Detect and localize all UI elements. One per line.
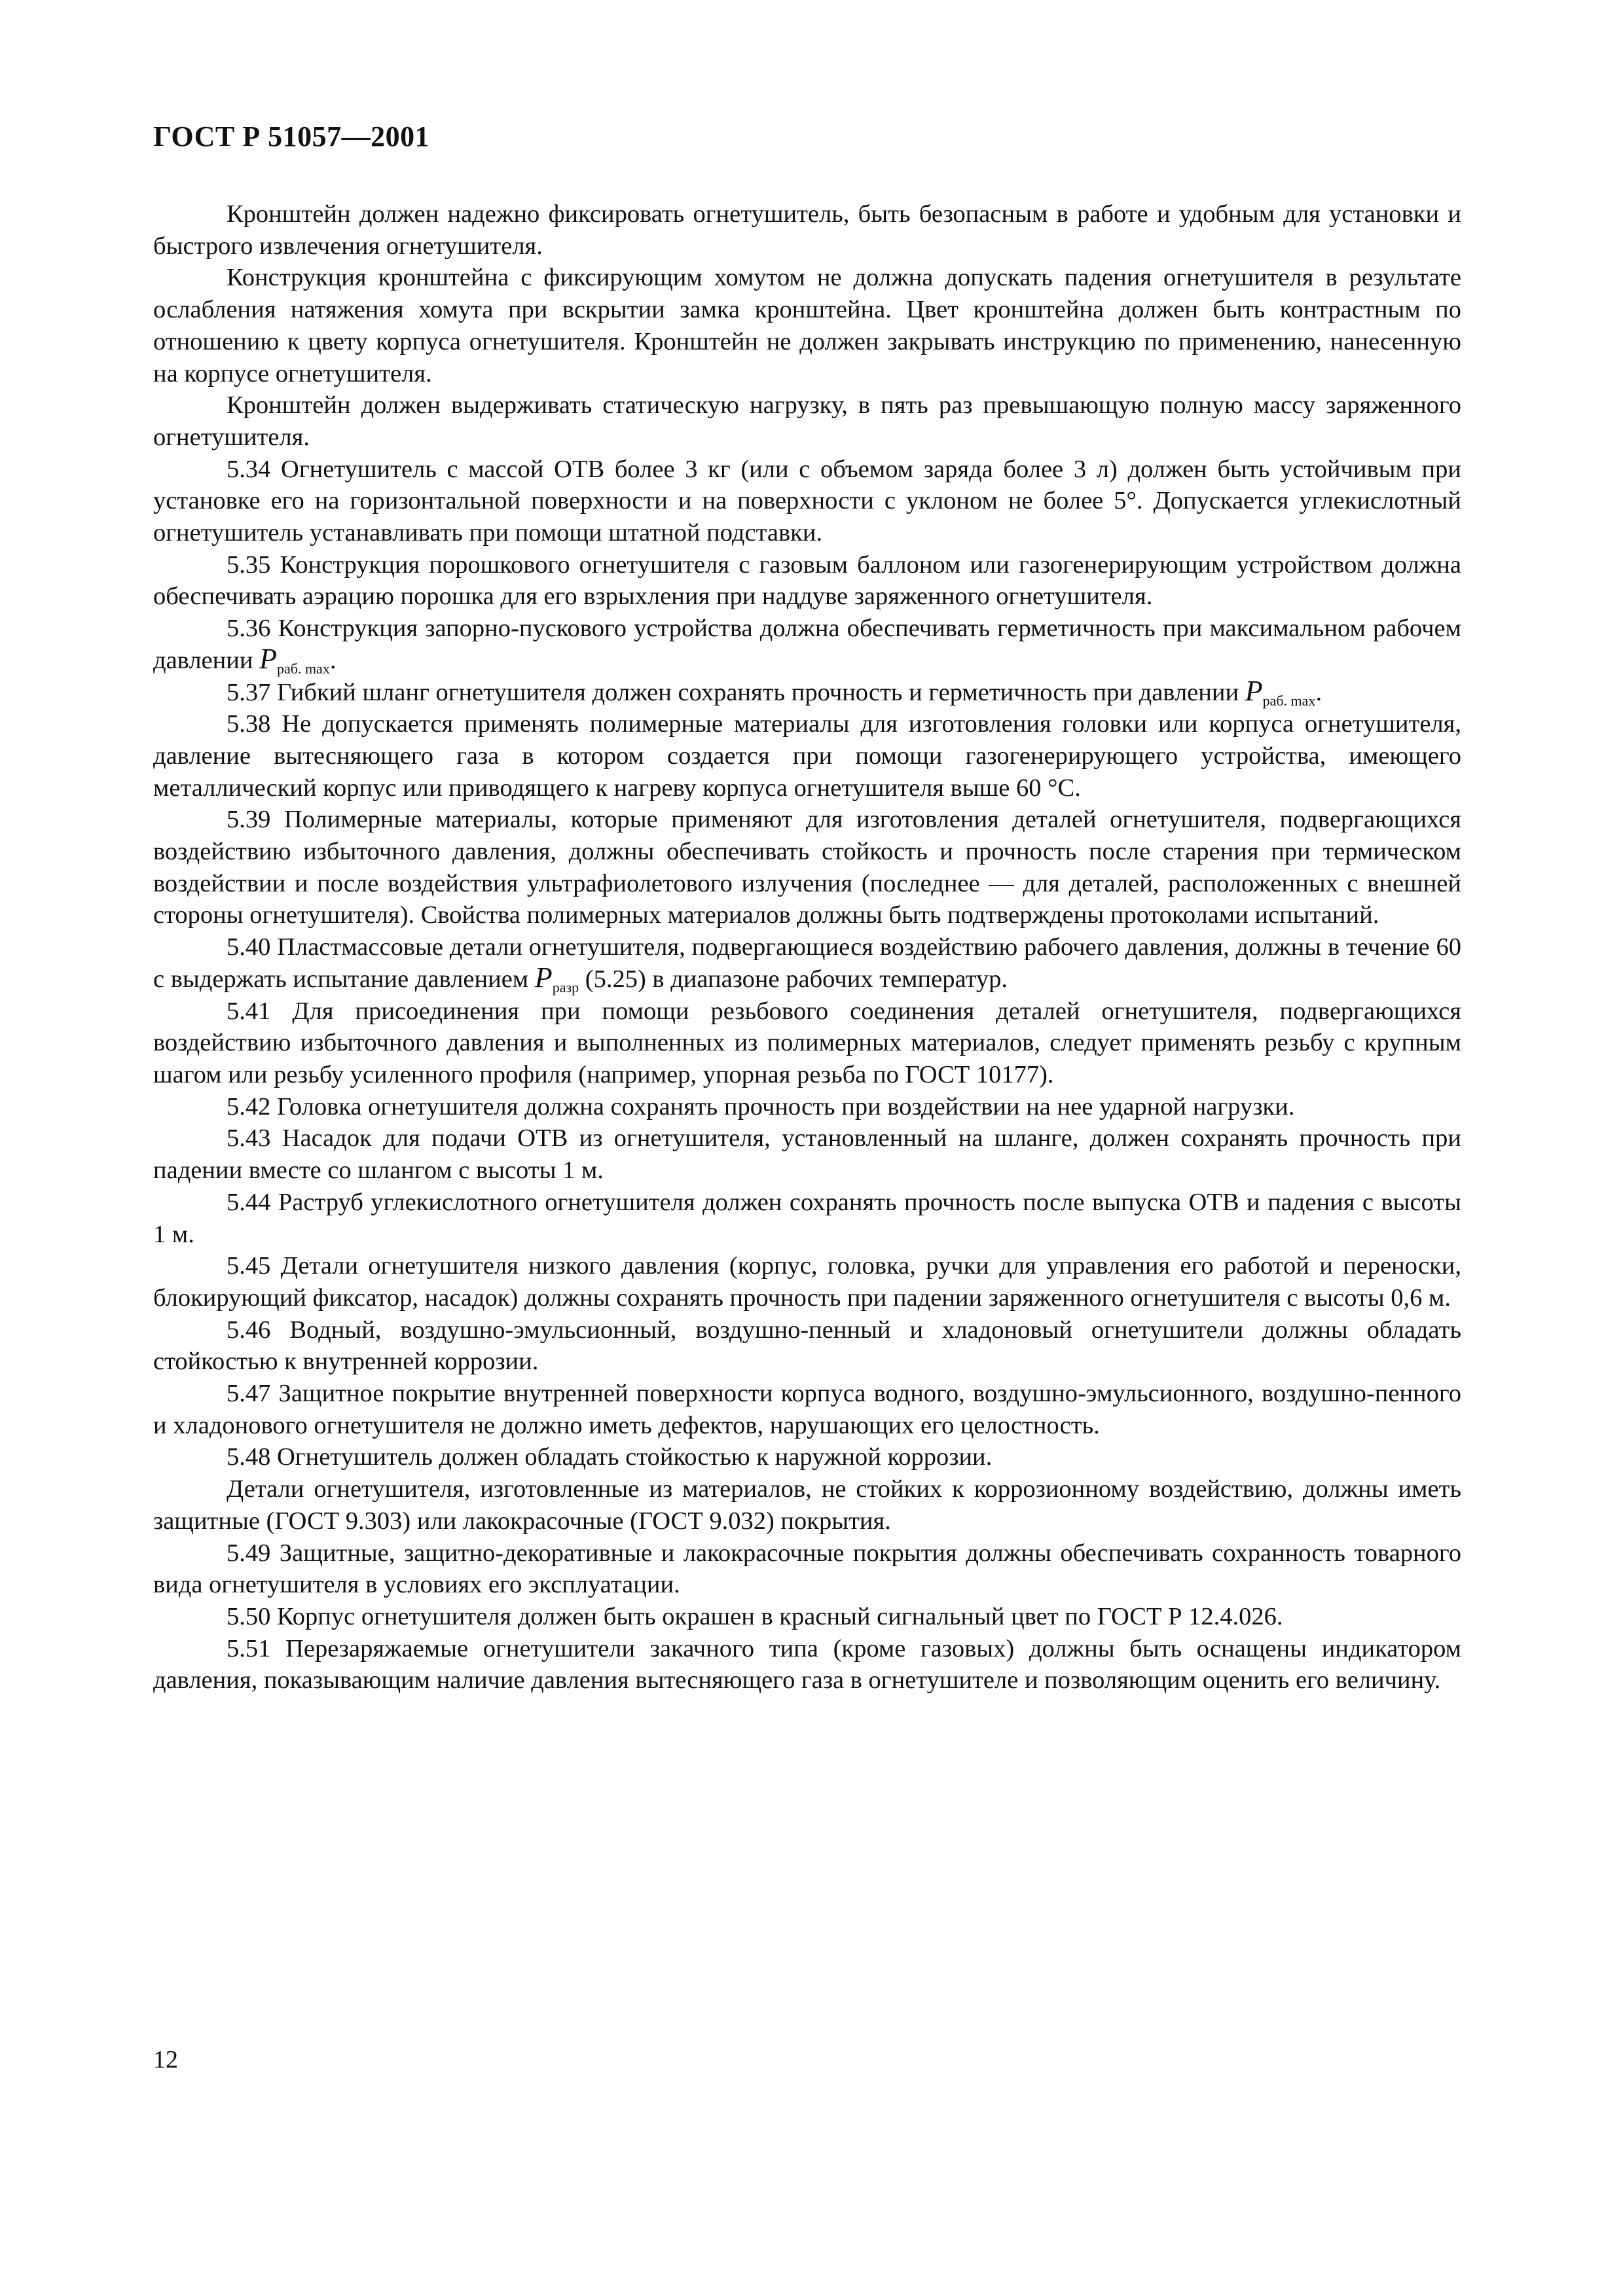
paragraph-5-48-details: Детали огнетушителя, изготовленные из материалов, не стойких к коррозионному воздействию, должны иметь защитные (ГОСТ 9.303) или лакокрасочные (ГОСТ 9.032) покрытия. bbox=[153, 1475, 1461, 1535]
paragraph-5-46: 5.46 Водный, воздушно-эмульсионный, воздушно-пенный и хладоновый огнетушители должны обладать стойкостью к внутренней коррозии. bbox=[153, 1316, 1461, 1376]
paragraph-5-38: 5.38 Не допускается применять полимерные материалы для изготовления головки или корпуса огнетушителя, давление вытесняющего газа в котором создается при помощи газогенерирующего устройства, имеющего металлический корпус или приводящего к нагреву корпуса огнетушителя выше 60 °С. bbox=[153, 710, 1461, 802]
paragraph-5-37-end: . bbox=[1315, 678, 1322, 706]
paragraph-5-40-end: (5.25) в диапазоне рабочих температур. bbox=[585, 965, 1008, 993]
paragraph-5-41: 5.41 Для присоединения при помощи резьбового соединения деталей огнетушителя, подвергающихся воздействию избыточного давления и выполненных из полимерных материалов, следует применять резьбу с крупным шагом или резьбу усиленного профиля (например, упорная резьба по ГОСТ 10177). bbox=[153, 997, 1461, 1088]
paragraph-5-37-text: 5.37 Гибкий шланг огнетушителя должен сохранять прочность и герметичность при давлении bbox=[227, 678, 1239, 706]
pressure-subscript-burst: разр bbox=[552, 978, 579, 996]
document-body bbox=[153, 198, 1461, 1696]
paragraph-5-44: 5.44 Раструб углекислотного огнетушителя должен сохранять прочность после выпуска ОТВ и падения с высоты 1 м. bbox=[153, 1188, 1461, 1248]
paragraph-5-42: 5.42 Головка огнетушителя должна сохранять прочность при воздействии на нее ударной нагрузки. bbox=[227, 1092, 1295, 1121]
paragraph-bracket-fixing: Кронштейн должен надежно фиксировать огнетушитель, быть безопасным в работе и удобным для установки и быстрого извлечения огнетушителя. bbox=[153, 200, 1461, 260]
pressure-symbol: P bbox=[1245, 674, 1263, 707]
paragraph-5-51: 5.51 Перезаряжаемые огнетушители закачного типа (кроме газовых) должны быть оснащены индикатором давления, показывающим наличие давления вытесняющего газа в огнетушителе и позволяющим оценить его величину. bbox=[153, 1634, 1461, 1695]
paragraph-bracket-clamp: Конструкция кронштейна с фиксирующим хомутом не должна допускать падения огнетушителя в результате ослабления натяжения хомута при вскрытии замка кронштейна. Цвет кронштейна должен быть контрастным по отношению к цвету корпуса огнетушителя. Кронштейн не должен закрывать инструкцию по применению, нанесенную на корпусе огнетушителя. bbox=[153, 264, 1461, 387]
paragraph-5-36 bbox=[153, 613, 1461, 676]
paragraph-5-39: 5.39 Полимерные материалы, которые применяют для изготовления деталей огнетушителя, подвергающихся воздействию избыточного давления, должны обеспечивать стойкость и прочность после старения при термическом воздействии и после воздействия ультрафиолетового излучения (последнее — для деталей, расположенных с внешней стороны огнетушителя). Свойства полимерных материалов должны быть подтверждены протоколами испытаний. bbox=[153, 806, 1461, 929]
paragraph-5-37 bbox=[153, 674, 1461, 709]
paragraph-5-40-text: 5.40 Пластмассовые детали огнетушителя, подвергающиеся воздействию рабочего давления, должны в течение 60 с выдержать испытание давлением bbox=[153, 933, 1461, 993]
paragraph-5-48: 5.48 Огнетушитель должен обладать стойкостью к наружной коррозии. bbox=[227, 1443, 993, 1471]
page-number: 12 bbox=[153, 2046, 178, 2073]
paragraph-5-35: 5.35 Конструкция порошкового огнетушителя с газовым баллоном или газогенерирующим устройством должна обеспечивать аэрацию порошка для его взрыхления при наддуве заряженного огнетушителя. bbox=[153, 550, 1461, 611]
paragraph-5-43: 5.43 Насадок для подачи ОТВ из огнетушителя, установленный на шланге, должен сохранять прочность при падении вместе со шлангом с высоты 1 м. bbox=[153, 1124, 1461, 1185]
pressure-symbol: P bbox=[534, 961, 553, 994]
paragraph-5-49: 5.49 Защитные, защитно-декоративные и лакокрасочные покрытия должны обеспечивать сохранность товарного вида огнетушителя в условиях его эксплуатации. bbox=[153, 1539, 1461, 1599]
document-header: ГОСТ Р 51057—2001 bbox=[153, 120, 430, 152]
paragraph-5-36-end: . bbox=[329, 646, 337, 674]
paragraph-5-45: 5.45 Детали огнетушителя низкого давления (корпус, головка, ручки для управления его работой и переноски, блокирующий фиксатор, насадок) должны сохранять прочность при падении заряженного огнетушителя с высоты 0,6 м. bbox=[153, 1252, 1461, 1312]
paragraph-5-40 bbox=[153, 931, 1461, 995]
pressure-symbol: P bbox=[259, 642, 277, 675]
paragraph-bracket-load: Кронштейн должен выдерживать статическую нагрузку, в пять раз превышающую полную массу заряженного огнетушителя. bbox=[153, 391, 1461, 451]
paragraph-5-34: 5.34 Огнетушитель с массой ОТВ более 3 кг (или с объемом заряда более 3 л) должен быть устойчивым при установке его на горизонтальной поверхности и на поверхности с уклоном не более 5°. Допускается углекислотный огнетушитель устанавливать при помощи штатной подставки. bbox=[153, 455, 1461, 547]
paragraph-5-36-text: 5.36 Конструкция запорно-пускового устройства должна обеспечивать герметичность при максимальном рабочем давлении bbox=[153, 615, 1461, 674]
pressure-subscript-work-max: раб. max bbox=[1262, 692, 1316, 709]
paragraph-5-47: 5.47 Защитное покрытие внутренней поверхности корпуса водного, воздушно-эмульсионного, воздушно-пенного и хладонового огнетушителя не должно иметь дефектов, нарушающих его целостность. bbox=[153, 1380, 1461, 1439]
paragraph-5-50: 5.50 Корпус огнетушителя должен быть окрашен в красный сигнальный цвет по ГОСТ Р 12.4.026. bbox=[227, 1602, 1283, 1630]
pressure-subscript-work-max: раб. max bbox=[276, 660, 330, 677]
